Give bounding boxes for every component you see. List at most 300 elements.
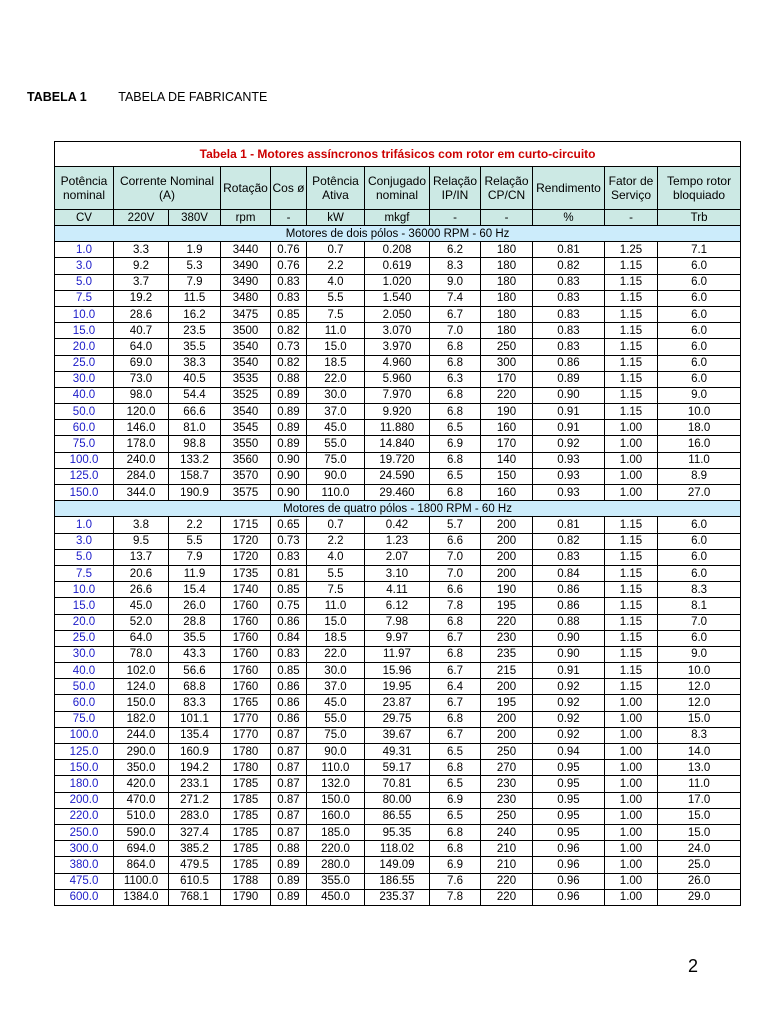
- table-cell: 3475: [221, 306, 271, 322]
- table-row: [55, 452, 741, 468]
- table-cell: 1.00: [605, 468, 658, 484]
- table-cell: 4.0: [307, 549, 365, 565]
- table-cell: 26.0: [658, 873, 741, 889]
- table-cell: 3545: [221, 420, 271, 436]
- cv-cell: 25.0: [55, 355, 114, 371]
- table-cell: 64.0: [114, 339, 169, 355]
- table-cell: 0.96: [533, 841, 605, 857]
- table-cell: 0.81: [271, 565, 307, 581]
- table-cell: 27.0: [658, 485, 741, 501]
- cv-cell: 380.0: [55, 857, 114, 873]
- table-cell: 11.97: [365, 646, 430, 662]
- table-cell: 1785: [221, 841, 271, 857]
- table-cell: 3575: [221, 485, 271, 501]
- table-cell: 180: [481, 290, 533, 306]
- table-cell: 132.0: [307, 776, 365, 792]
- table-cell: 7.98: [365, 614, 430, 630]
- table-cell: 0.89: [271, 404, 307, 420]
- table-row: [55, 614, 741, 630]
- table-cell: 3490: [221, 274, 271, 290]
- table-cell: 1788: [221, 873, 271, 889]
- table-row: [55, 760, 741, 776]
- table-cell: 90.0: [307, 744, 365, 760]
- table-cell: 59.17: [365, 760, 430, 776]
- table-cell: 1.00: [605, 873, 658, 889]
- section-title: Motores de quatro pólos - 1800 RPM - 60 Hz: [55, 501, 741, 517]
- table-cell: 1.25: [605, 242, 658, 258]
- table-cell: 15.0: [658, 824, 741, 840]
- table-cell: 6.8: [430, 485, 481, 501]
- table-cell: 11.880: [365, 420, 430, 436]
- table-cell: 6.5: [430, 808, 481, 824]
- table-cell: 8.3: [658, 727, 741, 743]
- table-cell: 7.5: [307, 582, 365, 598]
- unit-cell: -: [605, 210, 658, 226]
- table-cell: 5.960: [365, 371, 430, 387]
- table-row: [55, 468, 741, 484]
- table-cell: 6.9: [430, 436, 481, 452]
- table-cell: 0.89: [271, 387, 307, 403]
- table-cell: 6.0: [658, 274, 741, 290]
- table-cell: 5.5: [169, 533, 221, 549]
- table-cell: 5.3: [169, 258, 221, 274]
- table-cell: 220: [481, 614, 533, 630]
- table-cell: 7.6: [430, 873, 481, 889]
- table-cell: 13.0: [658, 760, 741, 776]
- cv-cell: 20.0: [55, 339, 114, 355]
- table-cell: 0.83: [533, 290, 605, 306]
- unit-cell: Trb: [658, 210, 741, 226]
- table-row: [55, 889, 741, 905]
- table-cell: 160: [481, 485, 533, 501]
- table-cell: 0.81: [533, 242, 605, 258]
- table-cell: 1.00: [605, 841, 658, 857]
- table-cell: 190: [481, 404, 533, 420]
- cv-cell: 125.0: [55, 468, 114, 484]
- table-cell: 240: [481, 824, 533, 840]
- table-cell: 7.9: [169, 274, 221, 290]
- table-cell: 195: [481, 695, 533, 711]
- table-cell: 6.8: [430, 646, 481, 662]
- table-cell: 355.0: [307, 873, 365, 889]
- table-cell: 3540: [221, 355, 271, 371]
- table-cell: 124.0: [114, 679, 169, 695]
- cv-cell: 250.0: [55, 824, 114, 840]
- table-cell: 6.5: [430, 468, 481, 484]
- unit-cell: 220V: [114, 210, 169, 226]
- table-cell: 0.89: [271, 873, 307, 889]
- table-cell: 95.35: [365, 824, 430, 840]
- table-cell: 2.050: [365, 306, 430, 322]
- table-cell: 0.87: [271, 824, 307, 840]
- table-cell: 56.6: [169, 663, 221, 679]
- header-rendimento: Rendimento: [533, 167, 605, 210]
- table-cell: 0.92: [533, 727, 605, 743]
- table-cell: 6.7: [430, 695, 481, 711]
- table-cell: 4.11: [365, 582, 430, 598]
- table-row: [55, 679, 741, 695]
- table-cell: 0.87: [271, 792, 307, 808]
- table-cell: 1760: [221, 598, 271, 614]
- table-row: [55, 420, 741, 436]
- table-cell: 300: [481, 355, 533, 371]
- table-cell: 0.87: [271, 776, 307, 792]
- table-cell: 1.540: [365, 290, 430, 306]
- table-cell: 694.0: [114, 841, 169, 857]
- table-body: [55, 226, 741, 906]
- table-cell: 2.07: [365, 549, 430, 565]
- unit-cell: -: [430, 210, 481, 226]
- section-row: [55, 226, 741, 242]
- cv-cell: 200.0: [55, 792, 114, 808]
- units-row: [55, 210, 741, 226]
- table-cell: 6.0: [658, 258, 741, 274]
- table-cell: 864.0: [114, 857, 169, 873]
- table-cell: 3570: [221, 468, 271, 484]
- unit-cell: rpm: [221, 210, 271, 226]
- table-cell: 6.9: [430, 857, 481, 873]
- table-cell: 1.00: [605, 420, 658, 436]
- table-cell: 83.3: [169, 695, 221, 711]
- table-cell: 1.15: [605, 306, 658, 322]
- cv-cell: 100.0: [55, 452, 114, 468]
- table-cell: 9.5: [114, 533, 169, 549]
- table-cell: 1.15: [605, 533, 658, 549]
- header-potencia-ativa: Potência Ativa: [307, 167, 365, 210]
- cv-cell: 40.0: [55, 663, 114, 679]
- table-cell: 6.0: [658, 371, 741, 387]
- table-cell: 283.0: [169, 808, 221, 824]
- table-cell: 37.0: [307, 404, 365, 420]
- table-cell: 1.00: [605, 760, 658, 776]
- table-cell: 215: [481, 663, 533, 679]
- table-cell: 1.00: [605, 711, 658, 727]
- table-cell: 6.0: [658, 565, 741, 581]
- table-cell: 1384.0: [114, 889, 169, 905]
- table-row: [55, 549, 741, 565]
- table-cell: 5.5: [307, 565, 365, 581]
- table-cell: 12.0: [658, 679, 741, 695]
- table-cell: 6.8: [430, 404, 481, 420]
- table-cell: 1.15: [605, 549, 658, 565]
- table-cell: 0.90: [271, 485, 307, 501]
- table-cell: 0.92: [533, 695, 605, 711]
- table-cell: 185.0: [307, 824, 365, 840]
- table-cell: 3540: [221, 404, 271, 420]
- section-row: [55, 501, 741, 517]
- table-cell: 385.2: [169, 841, 221, 857]
- table-cell: 0.82: [271, 323, 307, 339]
- table-cell: 1.15: [605, 323, 658, 339]
- table-cell: 1.15: [605, 663, 658, 679]
- table-cell: 8.3: [430, 258, 481, 274]
- table-cell: 1760: [221, 614, 271, 630]
- table-cell: 90.0: [307, 468, 365, 484]
- table-cell: 200: [481, 679, 533, 695]
- heading-title: TABELA DE FABRICANTE: [118, 90, 268, 104]
- table-cell: 180: [481, 323, 533, 339]
- table-cell: 0.88: [271, 371, 307, 387]
- table-cell: 0.81: [533, 517, 605, 533]
- table-row: [55, 404, 741, 420]
- table-cell: 230: [481, 776, 533, 792]
- unit-cell: 380V: [169, 210, 221, 226]
- table-cell: 1.23: [365, 533, 430, 549]
- table-cell: 20.6: [114, 565, 169, 581]
- table-cell: 6.8: [430, 760, 481, 776]
- unit-cell: -: [271, 210, 307, 226]
- table-cell: 3535: [221, 371, 271, 387]
- table-cell: 68.8: [169, 679, 221, 695]
- table-row: [55, 242, 741, 258]
- table-cell: 0.7: [307, 517, 365, 533]
- cv-cell: 150.0: [55, 760, 114, 776]
- table-cell: 1785: [221, 857, 271, 873]
- table-cell: 200: [481, 549, 533, 565]
- header-relacao-cp: Relação CP/CN: [481, 167, 533, 210]
- table-cell: 0.95: [533, 760, 605, 776]
- table-cell: 11.9: [169, 565, 221, 581]
- table-cell: 0.83: [271, 274, 307, 290]
- table-cell: 0.90: [533, 387, 605, 403]
- table-title: Tabela 1 - Motores assíncronos trifásicos com rotor em curto-circuito: [55, 142, 741, 167]
- table-cell: 55.0: [307, 436, 365, 452]
- table-cell: 120.0: [114, 404, 169, 420]
- table-cell: 6.8: [430, 452, 481, 468]
- table-cell: 160.9: [169, 744, 221, 760]
- table-cell: 344.0: [114, 485, 169, 501]
- table-cell: 0.208: [365, 242, 430, 258]
- table-cell: 180: [481, 258, 533, 274]
- table-cell: 75.0: [307, 452, 365, 468]
- cv-cell: 150.0: [55, 485, 114, 501]
- table-cell: 17.0: [658, 792, 741, 808]
- table-cell: 7.0: [430, 565, 481, 581]
- table-cell: 0.90: [271, 452, 307, 468]
- table-cell: 0.82: [533, 533, 605, 549]
- table-cell: 1770: [221, 727, 271, 743]
- table-cell: 15.0: [658, 808, 741, 824]
- cv-cell: 300.0: [55, 841, 114, 857]
- table-cell: 150.0: [114, 695, 169, 711]
- cv-cell: 50.0: [55, 679, 114, 695]
- table-cell: 0.76: [271, 242, 307, 258]
- cv-cell: 50.0: [55, 404, 114, 420]
- table-cell: 1780: [221, 744, 271, 760]
- table-cell: 55.0: [307, 711, 365, 727]
- table-cell: 1.00: [605, 792, 658, 808]
- table-cell: 6.8: [430, 841, 481, 857]
- table-cell: 590.0: [114, 824, 169, 840]
- table-cell: 3.8: [114, 517, 169, 533]
- cv-cell: 180.0: [55, 776, 114, 792]
- table-cell: 7.8: [430, 889, 481, 905]
- table-cell: 140: [481, 452, 533, 468]
- table-cell: 19.2: [114, 290, 169, 306]
- table-cell: 80.00: [365, 792, 430, 808]
- table-cell: 30.0: [307, 663, 365, 679]
- table-cell: 420.0: [114, 776, 169, 792]
- table-cell: 3480: [221, 290, 271, 306]
- table-cell: 6.7: [430, 306, 481, 322]
- table-cell: 0.87: [271, 727, 307, 743]
- table-row: [55, 258, 741, 274]
- table-cell: 1.00: [605, 452, 658, 468]
- unit-cell: CV: [55, 210, 114, 226]
- table-cell: 1.9: [169, 242, 221, 258]
- table-cell: 7.0: [658, 614, 741, 630]
- table-cell: 22.0: [307, 371, 365, 387]
- table-cell: 182.0: [114, 711, 169, 727]
- table-cell: 12.0: [658, 695, 741, 711]
- table-cell: 0.86: [271, 679, 307, 695]
- table-cell: 1.15: [605, 355, 658, 371]
- table-cell: 1.15: [605, 371, 658, 387]
- cv-cell: 3.0: [55, 258, 114, 274]
- table-cell: 45.0: [307, 420, 365, 436]
- table-cell: 0.619: [365, 258, 430, 274]
- table-cell: 3560: [221, 452, 271, 468]
- table-cell: 81.0: [169, 420, 221, 436]
- table-cell: 240.0: [114, 452, 169, 468]
- table-cell: 1760: [221, 630, 271, 646]
- table-cell: 6.8: [430, 355, 481, 371]
- header-conjugado: Conjugado nominal: [365, 167, 430, 210]
- table-cell: 6.7: [430, 630, 481, 646]
- table-cell: 7.970: [365, 387, 430, 403]
- table-cell: 23.87: [365, 695, 430, 711]
- table-cell: 6.8: [430, 711, 481, 727]
- table-cell: 40.5: [169, 371, 221, 387]
- table-cell: 5.7: [430, 517, 481, 533]
- table-cell: 6.0: [658, 290, 741, 306]
- table-row: [55, 857, 741, 873]
- cv-cell: 10.0: [55, 306, 114, 322]
- table-cell: 0.91: [533, 404, 605, 420]
- table-cell: 8.9: [658, 468, 741, 484]
- cv-cell: 220.0: [55, 808, 114, 824]
- table-cell: 45.0: [114, 598, 169, 614]
- table-cell: 0.84: [271, 630, 307, 646]
- table-cell: 194.2: [169, 760, 221, 776]
- table-cell: 0.82: [271, 355, 307, 371]
- table-cell: 200: [481, 517, 533, 533]
- table-cell: 15.96: [365, 663, 430, 679]
- cv-cell: 30.0: [55, 371, 114, 387]
- table-cell: 180: [481, 306, 533, 322]
- table-row: [55, 436, 741, 452]
- table-cell: 86.55: [365, 808, 430, 824]
- cv-cell: 15.0: [55, 323, 114, 339]
- table-cell: 9.0: [430, 274, 481, 290]
- table-cell: 6.0: [658, 355, 741, 371]
- cv-cell: 25.0: [55, 630, 114, 646]
- table-cell: 0.90: [533, 646, 605, 662]
- table-cell: 98.0: [114, 387, 169, 403]
- cv-cell: 7.5: [55, 290, 114, 306]
- table-cell: 0.89: [271, 857, 307, 873]
- table-cell: 29.0: [658, 889, 741, 905]
- unit-cell: kW: [307, 210, 365, 226]
- page-number: 2: [688, 956, 699, 976]
- table-cell: 7.1: [658, 242, 741, 258]
- table-cell: 280.0: [307, 857, 365, 873]
- table-cell: 220: [481, 873, 533, 889]
- table-cell: 6.0: [658, 549, 741, 565]
- table-cell: 150.0: [307, 792, 365, 808]
- table-cell: 7.0: [430, 323, 481, 339]
- table-cell: 0.83: [533, 306, 605, 322]
- table-cell: 210: [481, 841, 533, 857]
- table-cell: 35.5: [169, 339, 221, 355]
- table-cell: 6.8: [430, 387, 481, 403]
- table-row: [55, 355, 741, 371]
- cv-cell: 10.0: [55, 582, 114, 598]
- header-rotacao: Rotação: [221, 167, 271, 210]
- table-cell: 23.5: [169, 323, 221, 339]
- cv-cell: 15.0: [55, 598, 114, 614]
- table-row: [55, 663, 741, 679]
- table-cell: 18.0: [658, 420, 741, 436]
- table-cell: 0.87: [271, 760, 307, 776]
- table-row: [55, 776, 741, 792]
- table-cell: 6.8: [430, 614, 481, 630]
- table-cell: 102.0: [114, 663, 169, 679]
- table-cell: 6.0: [658, 630, 741, 646]
- table-row: [55, 727, 741, 743]
- header-relacao-ip: Relação IP/IN: [430, 167, 481, 210]
- table-cell: 73.0: [114, 371, 169, 387]
- table-cell: 3.070: [365, 323, 430, 339]
- table-cell: 19.95: [365, 679, 430, 695]
- table-cell: 8.3: [658, 582, 741, 598]
- table-row: [55, 517, 741, 533]
- table-cell: 160: [481, 420, 533, 436]
- table-cell: 0.85: [271, 663, 307, 679]
- table-cell: 180: [481, 274, 533, 290]
- table-cell: 1760: [221, 679, 271, 695]
- table-cell: 7.0: [430, 549, 481, 565]
- table-cell: 150: [481, 468, 533, 484]
- table-cell: 195: [481, 598, 533, 614]
- table-cell: 3525: [221, 387, 271, 403]
- table-cell: 0.88: [533, 614, 605, 630]
- table-cell: 14.840: [365, 436, 430, 452]
- table-cell: 190.9: [169, 485, 221, 501]
- table-cell: 26.6: [114, 582, 169, 598]
- table-cell: 6.0: [658, 517, 741, 533]
- table-cell: 0.96: [533, 857, 605, 873]
- table-cell: 2.2: [307, 258, 365, 274]
- table-cell: 15.0: [307, 339, 365, 355]
- table-row: [55, 371, 741, 387]
- table-cell: 450.0: [307, 889, 365, 905]
- table-cell: 270: [481, 760, 533, 776]
- table-cell: 1785: [221, 792, 271, 808]
- table-cell: 7.4: [430, 290, 481, 306]
- unit-cell: mkgf: [365, 210, 430, 226]
- table-row: [55, 306, 741, 322]
- table-cell: 0.94: [533, 744, 605, 760]
- table-cell: 110.0: [307, 485, 365, 501]
- table-row: [55, 582, 741, 598]
- cv-cell: 40.0: [55, 387, 114, 403]
- table-cell: 149.09: [365, 857, 430, 873]
- table-cell: 110.0: [307, 760, 365, 776]
- table-cell: 24.0: [658, 841, 741, 857]
- table-cell: 220: [481, 387, 533, 403]
- cv-cell: 125.0: [55, 744, 114, 760]
